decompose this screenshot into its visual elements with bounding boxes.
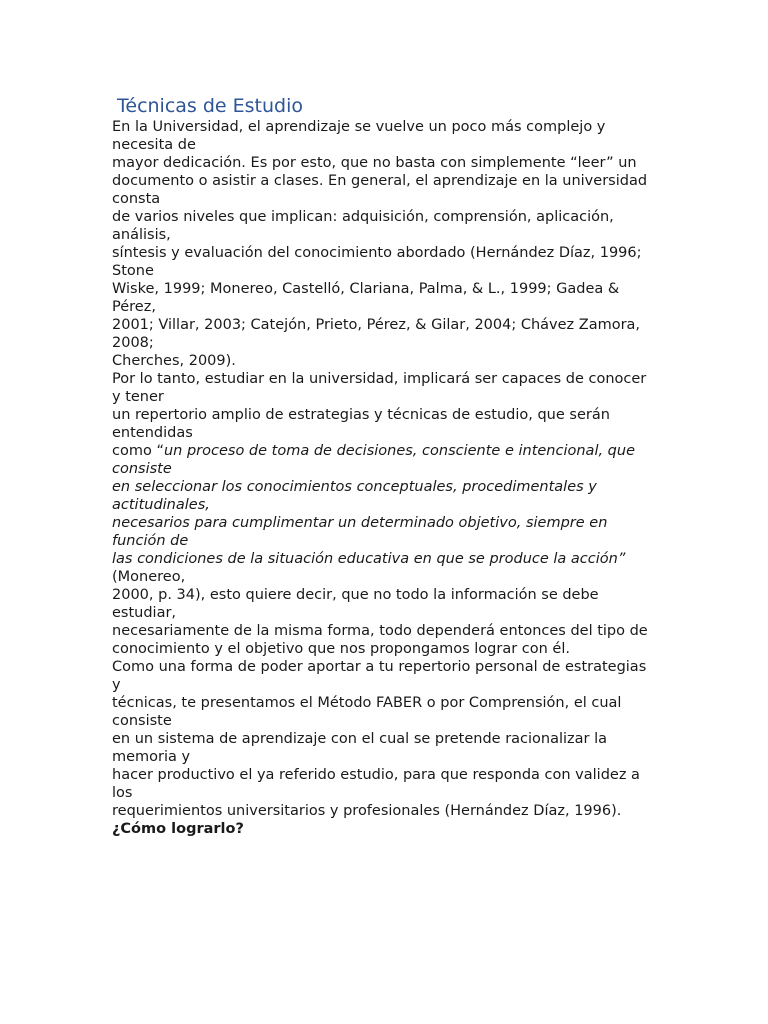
paragraph-line: síntesis y evaluación del conocimiento abordado (Hernández Díaz, 1996; Stone (112, 245, 642, 279)
document-page (112, 94, 652, 838)
paragraph-line: en un sistema de aprendizaje con el cual se pretende racionalizar la memoria y (112, 731, 608, 765)
paragraph-line: conocimiento y el objetivo que nos propongamos lograr con él. (112, 641, 570, 657)
paragraph-line: Wiske, 1999; Monereo, Castelló, Clariana, Palma, & L., 1999; Gadea & Pérez, (112, 281, 620, 315)
paragraph-line: mayor dedicación. Es por esto, que no basta con simplemente “leer” un (112, 155, 637, 171)
paragraph-line: hacer productivo el ya referido estudio, para que responda con validez a los (112, 767, 640, 801)
quote-citation: (Monereo, (112, 569, 186, 585)
paragraph-line: documento o asistir a clases. En general, el aprendizaje en la universidad consta (112, 173, 648, 207)
paragraph-line: Por lo tanto, estudiar en la universidad, implicará ser capaces de conocer y tener (112, 371, 647, 405)
quote-intro: como “ (112, 443, 164, 459)
quote-line (112, 442, 652, 478)
quote-text: un proceso de toma de decisiones, consciente e intencional, que consiste (112, 443, 635, 477)
section-subheading: ¿Cómo lograrlo? (112, 821, 244, 837)
quote-line: en seleccionar los conocimientos conceptuales, procedimentales y actitudinales, (112, 479, 597, 513)
paragraph-line: Cherches, 2009). (112, 353, 236, 369)
paragraph-line: 2000, p. 34), esto quiere decir, que no todo la información se debe estudiar, (112, 587, 599, 621)
paragraph-line: requerimientos universitarios y profesionales (Hernández Díaz, 1996). (112, 803, 622, 819)
paragraph-line: de varios niveles que implican: adquisición, comprensión, aplicación, análisis, (112, 209, 614, 243)
paragraph-line: un repertorio amplio de estrategias y técnicas de estudio, que serán entendidas (112, 407, 610, 441)
document-title: Técnicas de Estudio (117, 95, 304, 117)
quote-line: necesarios para cumplimentar un determinado objetivo, siempre en función de (112, 515, 608, 549)
quote-line (112, 550, 652, 586)
paragraph-line: 2001; Villar, 2003; Catejón, Prieto, Pérez, & Gilar, 2004; Chávez Zamora, 2008; (112, 317, 641, 351)
paragraph-line: técnicas, te presentamos el Método FABER o por Comprensión, el cual consiste (112, 695, 622, 729)
quote-text: las condiciones de la situación educativa en que se produce la acción” (112, 551, 626, 567)
paragraph-line: En la Universidad, el aprendizaje se vuelve un poco más complejo y necesita de (112, 119, 606, 153)
paragraph-line: necesariamente de la misma forma, todo dependerá entonces del tipo de (112, 623, 648, 639)
paragraph-line: Como una forma de poder aportar a tu repertorio personal de estrategias y (112, 659, 647, 693)
